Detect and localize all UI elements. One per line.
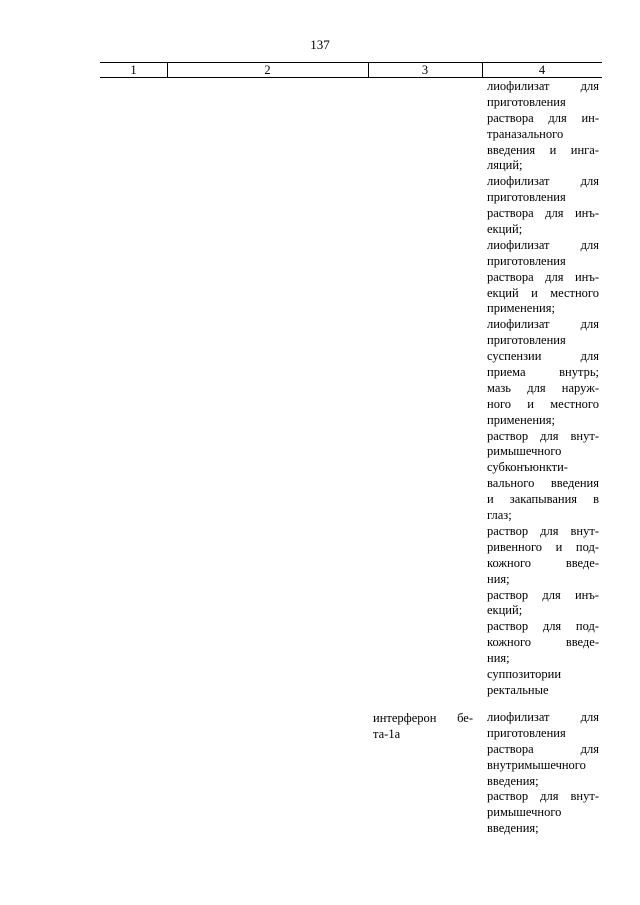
word: и xyxy=(549,142,557,157)
word: приготовления xyxy=(487,190,566,205)
word: применения; xyxy=(487,301,555,316)
word: римышечного xyxy=(487,444,562,459)
word: введе- xyxy=(565,635,599,650)
word: лиофилизат xyxy=(487,174,550,189)
word: для xyxy=(540,523,559,538)
text-line xyxy=(487,460,599,476)
word: приготовления xyxy=(487,253,566,268)
text-line xyxy=(487,79,599,95)
text-line xyxy=(487,805,599,821)
text-line xyxy=(487,572,599,588)
word: ин- xyxy=(581,110,599,125)
word: под- xyxy=(575,619,599,634)
word: раствора xyxy=(487,206,534,221)
text-line xyxy=(487,238,599,254)
word: кожного xyxy=(487,555,532,570)
word: ного xyxy=(487,396,512,411)
word: суппозитории xyxy=(487,666,562,681)
word: для xyxy=(527,380,546,395)
text-line xyxy=(487,758,599,774)
header-col-1: 1 xyxy=(130,63,137,77)
word: применения; xyxy=(487,412,555,427)
word: местного xyxy=(550,396,599,411)
word: екций; xyxy=(487,222,523,237)
word: внутрь; xyxy=(559,365,599,380)
text-line xyxy=(487,774,599,790)
word: и xyxy=(531,285,538,300)
word: вального xyxy=(487,476,535,491)
text-line xyxy=(487,286,599,302)
text-line xyxy=(487,444,599,460)
word: введе- xyxy=(565,555,599,570)
word: в xyxy=(593,492,599,507)
word: и xyxy=(555,539,563,554)
header-col-2: 2 xyxy=(264,63,271,77)
word: ния; xyxy=(487,651,510,666)
text-line xyxy=(487,206,599,222)
text-line xyxy=(487,524,599,540)
word: внутримышечного xyxy=(487,757,586,772)
text-line xyxy=(487,789,599,805)
text-line xyxy=(487,635,599,651)
word: для xyxy=(580,349,599,364)
word: ректальные xyxy=(487,682,549,697)
word: раствора xyxy=(487,269,534,284)
word: для xyxy=(580,710,599,724)
word: раствор xyxy=(487,428,529,443)
word: раствор xyxy=(487,523,529,538)
word: раствора xyxy=(487,110,534,125)
word: приготовления xyxy=(487,725,566,740)
word: введения xyxy=(487,142,536,157)
word: приготовления xyxy=(487,333,566,348)
word: екций xyxy=(487,285,519,300)
word: введения; xyxy=(487,821,539,836)
word: для xyxy=(545,206,564,221)
word: екций; xyxy=(487,603,523,618)
text-line xyxy=(487,301,599,317)
word: лиофилизат xyxy=(487,317,550,332)
word: суспензии xyxy=(487,349,542,364)
word: введения xyxy=(550,476,599,491)
text-line xyxy=(373,710,473,726)
header-col-4: 4 xyxy=(538,63,546,77)
header-col-3: 3 xyxy=(421,63,429,77)
text-line xyxy=(487,651,599,667)
text-line xyxy=(487,556,599,572)
text-line xyxy=(487,742,599,758)
word: наруж- xyxy=(561,380,599,395)
text-line xyxy=(487,821,599,837)
word: лиофилизат xyxy=(487,710,550,724)
word: для xyxy=(542,619,562,634)
word: и xyxy=(487,492,494,507)
word: интерферон xyxy=(373,711,437,725)
word: для xyxy=(542,587,561,602)
dosage-forms-cell-1 xyxy=(487,79,599,699)
word: бе- xyxy=(457,711,473,725)
word: инга- xyxy=(570,142,599,157)
word: под- xyxy=(575,539,599,554)
text-line xyxy=(487,254,599,270)
word: лиофилизат xyxy=(487,79,550,93)
word: раствора xyxy=(487,741,534,756)
word: закапывания xyxy=(509,492,578,507)
text-line xyxy=(487,667,599,683)
text-line xyxy=(487,365,599,381)
word: для xyxy=(580,237,599,252)
word: раствор xyxy=(487,587,529,602)
text-line xyxy=(487,476,599,492)
dosage-forms-cell-2 xyxy=(487,710,599,837)
text-line xyxy=(487,95,599,111)
text-line xyxy=(487,190,599,206)
word: для xyxy=(580,79,599,93)
drug-name-cell xyxy=(373,710,473,743)
word: глаз; xyxy=(487,508,512,523)
word: субконъюнкти- xyxy=(487,460,568,475)
word: для xyxy=(540,428,559,443)
text-line xyxy=(487,508,599,524)
text-line xyxy=(487,710,599,726)
word: внут- xyxy=(570,789,599,804)
text-line xyxy=(487,540,599,556)
word: введения; xyxy=(487,773,539,788)
text-line xyxy=(487,174,599,190)
text-line xyxy=(487,111,599,127)
text-line xyxy=(487,413,599,429)
word: та-1а xyxy=(373,727,401,742)
text-line xyxy=(487,683,599,699)
word: для xyxy=(548,110,567,125)
text-line xyxy=(487,222,599,238)
word: внут- xyxy=(570,523,599,538)
text-line xyxy=(487,619,599,635)
word: ривенного xyxy=(487,539,543,554)
word: ляций; xyxy=(487,158,523,173)
text-line xyxy=(487,317,599,333)
word: траназального xyxy=(487,126,564,141)
word: приема xyxy=(487,365,526,380)
text-line xyxy=(487,333,599,349)
text-line xyxy=(487,429,599,445)
word: раствор xyxy=(487,619,529,634)
word: лиофилизат xyxy=(487,237,550,252)
word: местного xyxy=(550,285,599,300)
page-number: 137 xyxy=(310,37,330,52)
word: внут- xyxy=(570,428,599,443)
text-line xyxy=(487,143,599,159)
word: для xyxy=(580,317,599,332)
word: для xyxy=(545,269,564,284)
word: инъ- xyxy=(574,206,599,221)
word: и xyxy=(527,396,534,411)
text-line xyxy=(487,381,599,397)
text-line xyxy=(487,603,599,619)
word: мазь xyxy=(487,380,512,395)
text-line xyxy=(487,127,599,143)
word: раствор xyxy=(487,789,529,804)
word: приготовления xyxy=(487,94,566,109)
word: ния; xyxy=(487,571,510,586)
word: римышечного xyxy=(487,805,562,820)
text-line xyxy=(487,397,599,413)
text-line xyxy=(487,492,599,508)
text-line xyxy=(487,588,599,604)
text-line xyxy=(487,726,599,742)
word: инъ- xyxy=(574,587,599,602)
text-line xyxy=(373,726,473,742)
word: инъ- xyxy=(574,269,599,284)
text-line xyxy=(487,349,599,365)
word: для xyxy=(540,789,559,804)
text-line xyxy=(487,158,599,174)
word: для xyxy=(580,741,599,756)
table-header-row xyxy=(100,62,602,78)
text-line xyxy=(487,270,599,286)
word: кожного xyxy=(487,635,532,650)
word: для xyxy=(580,174,599,189)
